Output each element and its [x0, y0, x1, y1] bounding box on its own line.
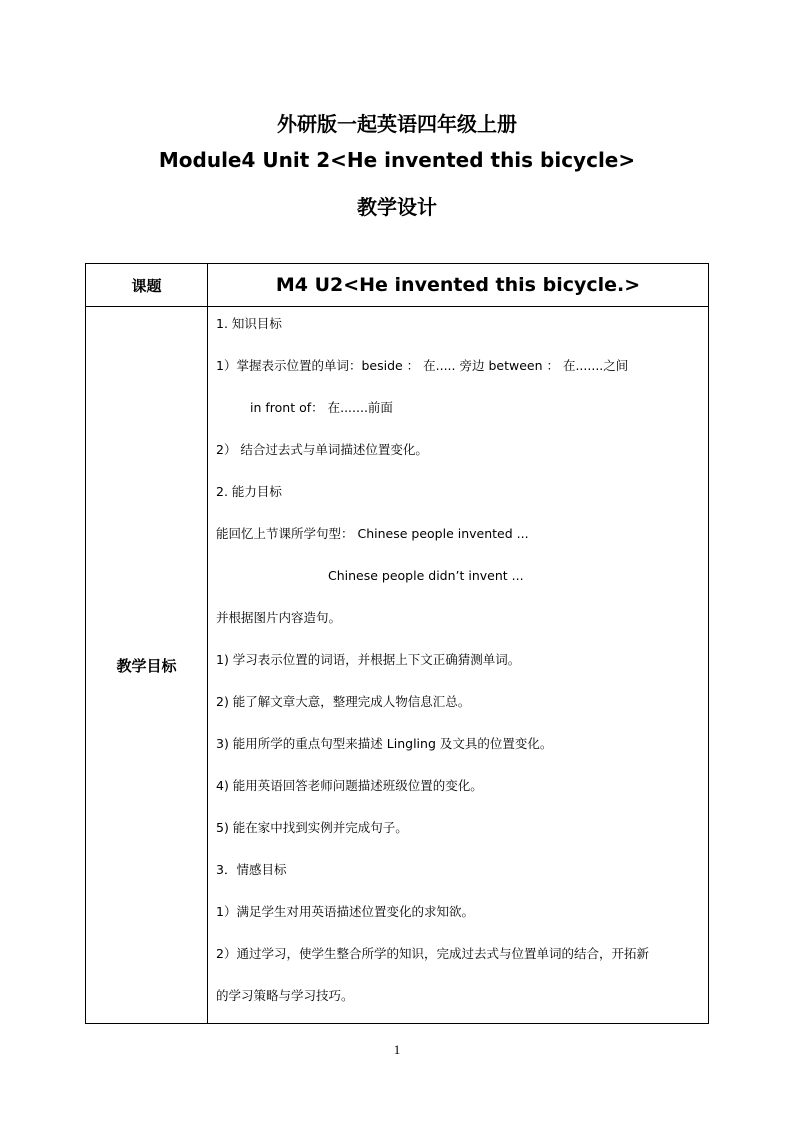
content-line: 3) 能用所学的重点句型来描述 Lingling 及文具的位置变化。: [216, 736, 553, 751]
content-line: 3．情感目标: [216, 862, 287, 877]
content-line: 1）掌握表示位置的单词：beside ： 在..... 旁边 between ： 在.......之间: [216, 358, 629, 373]
topic-value: M4 U2<He invented this bicycle.>: [208, 264, 709, 307]
lesson-plan-table: [85, 263, 709, 1024]
content-line: 并根据图片内容造句。: [216, 610, 342, 625]
objectives-content: [208, 307, 709, 1024]
document-subtitle: Module4 Unit 2<He invented this bicycle>: [158, 148, 636, 172]
content-line: 2) 能了解文章大意，整理完成人物信息汇总。: [216, 694, 471, 709]
objectives-label: 教学目标: [86, 307, 208, 1024]
topic-label: 课题: [86, 264, 208, 307]
content-line: 2） 结合过去式与单词描述位置变化。: [216, 442, 428, 457]
content-line: 4) 能用英语回答老师问题描述班级位置的变化。: [216, 778, 483, 793]
content-line: 2）通过学习，使学生整合所学的知识，完成过去式与位置单词的结合，开拓新: [216, 946, 649, 961]
content-line: Chinese people didn’t invent ...: [328, 568, 524, 583]
content-line: 1) 学习表示位置的词语，并根据上下文正确猜测单词。: [216, 652, 521, 667]
content-line: in front of： 在.......前面: [250, 400, 393, 415]
document-heading: 教学设计: [357, 195, 437, 219]
content-line: 1. 知识目标: [216, 316, 282, 331]
content-line: 的学习策略与学习技巧。: [216, 988, 354, 1003]
objectives-row: [86, 307, 709, 1024]
content-line: 5) 能在家中找到实例并完成句子。: [216, 820, 408, 835]
content-line: 1）满足学生对用英语描述位置变化的求知欲。: [216, 904, 474, 919]
content-line: 能回忆上节课所学句型： Chinese people invented ...: [216, 526, 529, 541]
page-number: 1: [393, 1042, 401, 1057]
content-line: 2. 能力目标: [216, 484, 282, 499]
document-title: 外研版一起英语四年级上册: [277, 112, 517, 136]
table-header-row: [86, 264, 709, 307]
